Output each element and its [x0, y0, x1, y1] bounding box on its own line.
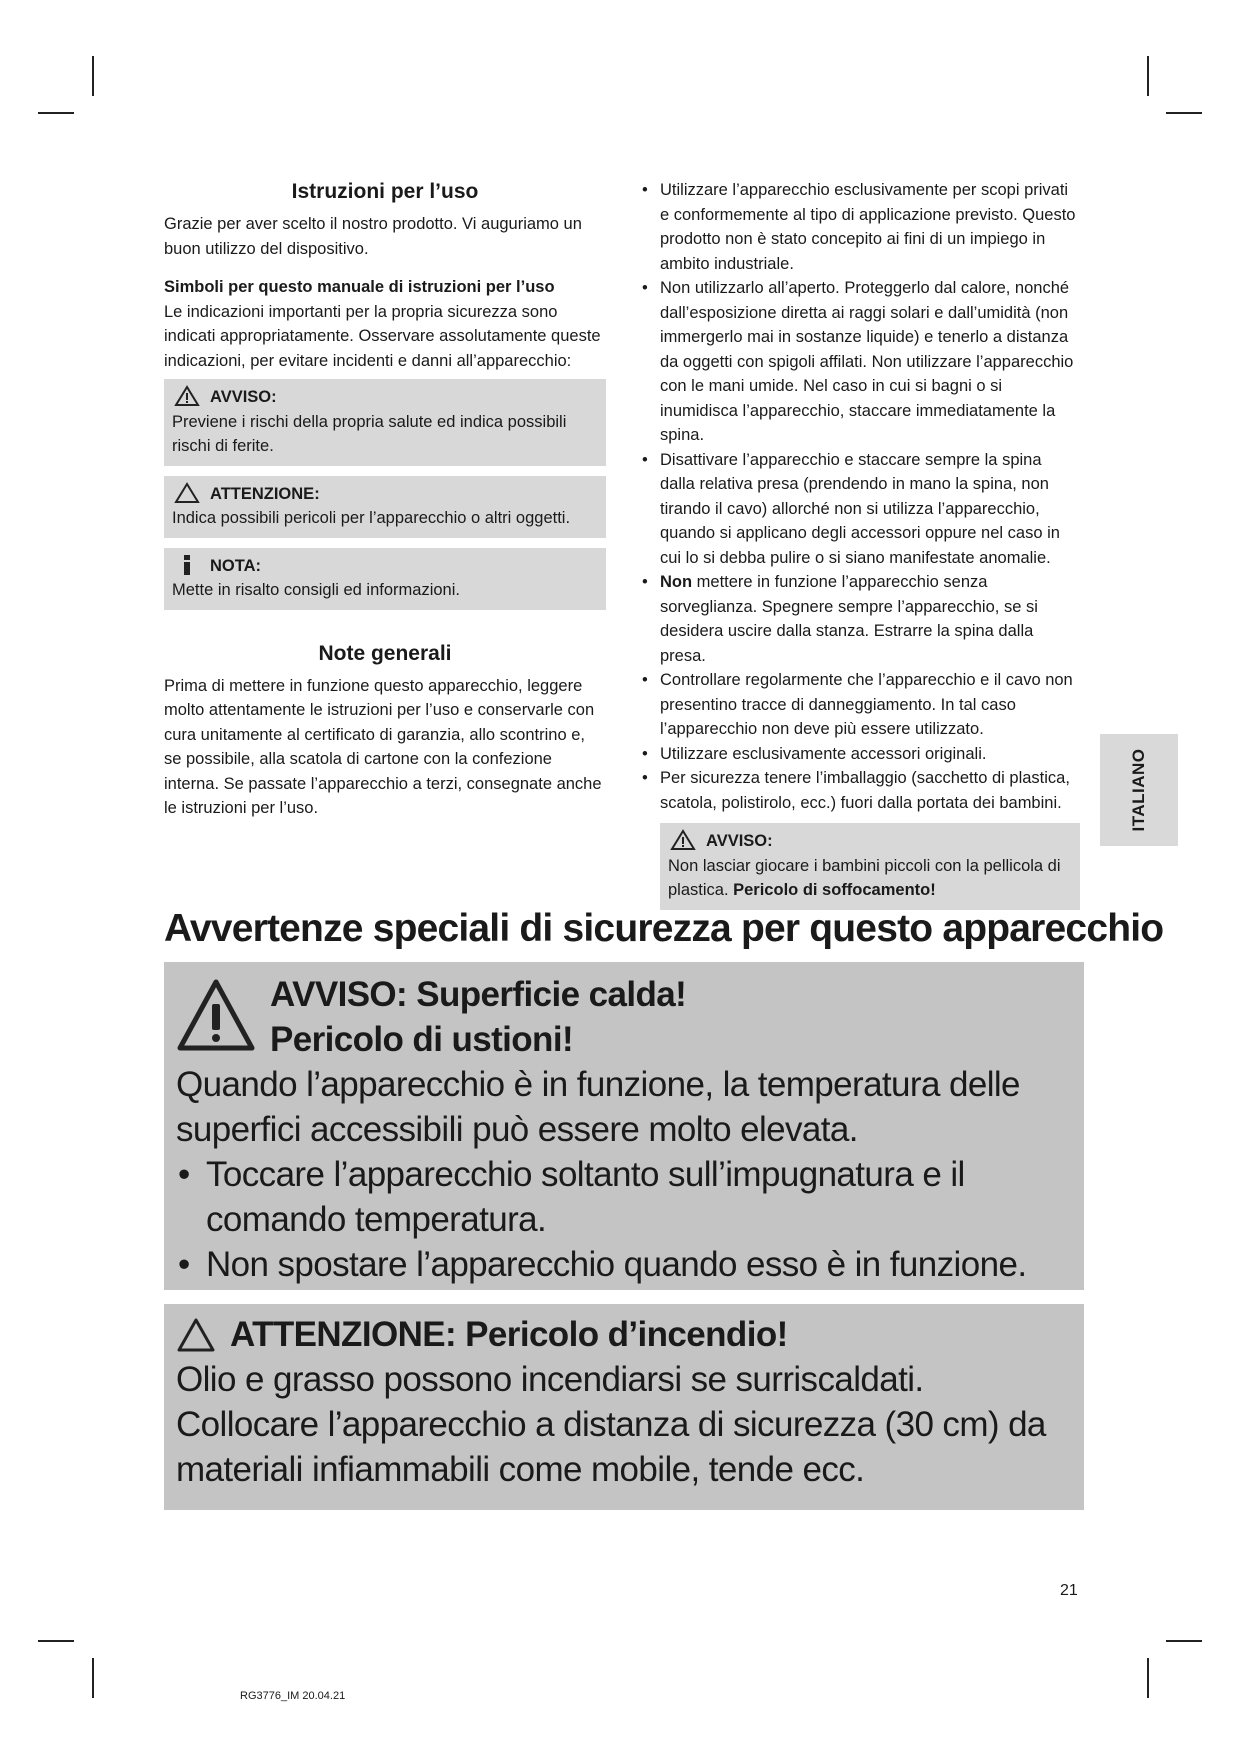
- crop-mark: [92, 56, 94, 96]
- footer-code: RG3776_IM 20.04.21: [240, 1690, 346, 1702]
- hot-surface-title: AVVISO: Superficie calda!: [270, 975, 687, 1014]
- general-notes-title: Note generali: [318, 641, 452, 665]
- crop-mark: [92, 1658, 94, 1698]
- list-item: • Toccare l’apparecchio soltanto sull’impugnatura e il comando temperatura.: [176, 1152, 1072, 1242]
- list-item: • Non utilizzarlo all’aperto. Proteggerlo dal calore, nonché dall’esposizione diretta ai raggi solari e dall’umidità (non immergerlo mai in sostanze liquide) e tenerlo a distanza da oggetti con spigoli affilati. Non utilizzare l’apparecchio con le mani umide. Nel caso in cui si bagni o si inumidisca l’apparecchio, staccare immediatamente la spina.: [638, 276, 1080, 448]
- note-box: [164, 548, 606, 610]
- crop-mark: [1147, 1658, 1149, 1698]
- symbols-text: Le indicazioni importanti per la propria sicurezza sono indicati appropriatamente. Osservare assolutamente queste indicazioni, per evitare incidenti e danni all’apparecchio:: [164, 302, 601, 370]
- list-item: • Utilizzare l’apparecchio esclusivamente per scopi privati e conformemente al tipo di applicazione previsto. Questo prodotto non è stato concepito ai fini di un impiego in ambito industriale.: [638, 178, 1080, 276]
- list-item: • Disattivare l’apparecchio e staccare sempre la spina dalla relativa presa (prendendo in mano la spina, non tirando il cavo) allorché non si utilizza l’apparecchio, quando si applicano degli accessori oppure nel caso in cui lo si debba pulire o si siano manifestate anomalie.: [638, 448, 1080, 571]
- language-tab: [1100, 734, 1178, 846]
- bullet-text: mettere in funzione l’apparecchio senza sorveglianza. Spegnere sempre l’apparecchio, se si desidera uscire dalla stanza. Estrarre la spina dalla presa.: [660, 573, 1038, 665]
- info-icon: [172, 554, 202, 578]
- caution-box: [164, 476, 606, 538]
- symbols-heading: Simboli per questo manuale di istruzioni per l’uso: [164, 278, 555, 296]
- caution-box-text: Indica possibili pericoli per l’apparecchio o altri oggetti.: [172, 509, 571, 527]
- hot-surface-bullets: [176, 1152, 1072, 1287]
- crop-mark: [1166, 1640, 1202, 1642]
- hot-surface-box: [164, 962, 1084, 1290]
- caution-triangle-icon: [176, 1317, 216, 1353]
- note-box-text: Mette in risalto consigli ed informazioni.: [172, 581, 460, 599]
- warning-triangle-icon: [176, 978, 256, 1058]
- general-notes-text: Prima di mettere in funzione questo apparecchio, leggere molto attentamente le istruzioni per l’uso e conservarle con cura unitamente al certificato di garanzia, allo scontrino e, se possibile, alla scatola di cartone con la confezione interna. Se passate l’apparecchio a terzi, consegnate anche le istruzioni per l’uso.: [164, 676, 602, 817]
- warning-triangle-icon: [172, 385, 202, 409]
- crop-mark: [38, 112, 74, 114]
- warning-box-title: AVVISO:: [210, 388, 277, 406]
- child-warning-title: AVVISO:: [706, 832, 773, 850]
- list-item: [638, 570, 1080, 668]
- list-item: • Per sicurezza tenere l’imballaggio (sacchetto di plastica, scatola, polistirolo, ecc.) fuori dalla portata dei bambini.: [638, 766, 1080, 815]
- page-number: 21: [1060, 1582, 1078, 1599]
- warning-box: [164, 379, 606, 466]
- list-item: • Non spostare l’apparecchio quando esso è in funzione.: [176, 1242, 1072, 1287]
- child-warning-text: Non lasciar giocare i bambini piccoli con la pellicola di plastica.: [668, 856, 1061, 899]
- left-column: [164, 178, 606, 821]
- crop-mark: [38, 1640, 74, 1642]
- child-warning-box: [660, 823, 1080, 910]
- bullet-bold-prefix: Non: [660, 573, 693, 591]
- language-tab-label: ITALIANO: [1129, 748, 1148, 832]
- warning-box-text: Previene i rischi della propria salute ed indica possibili rischi di ferite.: [172, 412, 567, 455]
- list-item: • Controllare regolarmente che l’apparecchio e il cavo non presentino tracce di danneggiamento. In tal caso l’apparecchio non deve più essere utilizzato.: [638, 668, 1080, 742]
- note-box-title: NOTA:: [210, 556, 262, 575]
- hot-surface-text: Quando l’apparecchio è in funzione, la temperatura delle superfici accessibili può essere molto elevata.: [176, 1065, 1020, 1149]
- caution-triangle-icon: [172, 482, 202, 506]
- child-warning-bold: Pericolo di soffocamento!: [733, 881, 936, 899]
- fire-danger-text: Olio e grasso possono incendiarsi se surriscaldati. Collocare l’apparecchio a distanza di sicurezza (30 cm) da materiali infiammabili come mobile, tende ecc.: [176, 1360, 1046, 1489]
- crop-mark: [1147, 56, 1149, 96]
- instructions-title: Istruzioni per l’uso: [291, 180, 479, 203]
- fire-danger-title: ATTENZIONE: Pericolo d’incendio!: [230, 1315, 788, 1354]
- crop-mark: [1166, 112, 1202, 114]
- intro-text: Grazie per aver scelto il nostro prodotto. Vi auguriamo un buon utilizzo del dispositivo.: [164, 215, 582, 258]
- list-item: • Utilizzare esclusivamente accessori originali.: [638, 742, 1080, 767]
- safety-bullet-list: [638, 178, 1080, 815]
- special-warnings-title: Avvertenze speciali di sicurezza per questo apparecchio: [164, 907, 1164, 950]
- burn-danger-title: Pericolo di ustioni!: [270, 1020, 574, 1059]
- right-column: [638, 178, 1080, 910]
- caution-box-title: ATTENZIONE:: [210, 484, 320, 503]
- warning-triangle-icon: [668, 829, 698, 853]
- fire-danger-box: [164, 1304, 1084, 1510]
